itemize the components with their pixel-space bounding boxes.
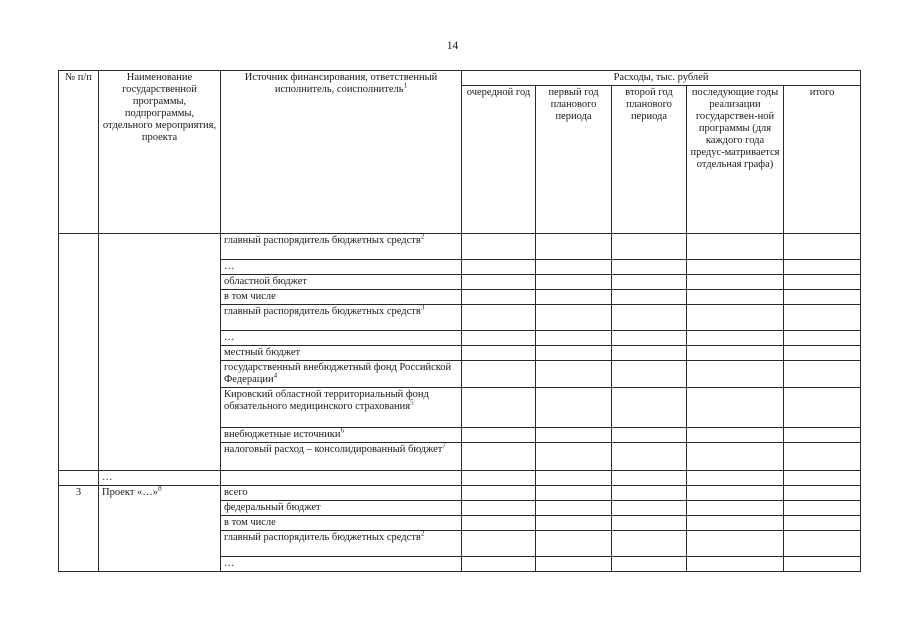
ellipsis-cell: … xyxy=(99,471,221,486)
header-total: итого xyxy=(784,86,861,234)
footnote-mark: 2 xyxy=(420,232,425,241)
value-cell xyxy=(612,501,687,516)
cell xyxy=(536,471,612,486)
value-cell xyxy=(687,388,784,428)
value-cell xyxy=(612,428,687,443)
value-cell xyxy=(536,388,612,428)
footnote-mark: 7 xyxy=(442,441,446,450)
value-cell xyxy=(687,516,784,531)
source-cell xyxy=(221,346,462,361)
cell xyxy=(687,471,784,486)
value-cell xyxy=(687,428,784,443)
value-cell xyxy=(612,557,687,572)
source-text: … xyxy=(224,261,235,272)
value-cell xyxy=(612,290,687,305)
source-text: областной бюджет xyxy=(224,276,307,287)
header-source xyxy=(221,71,462,234)
source-cell xyxy=(221,428,462,443)
source-cell xyxy=(221,443,462,471)
value-cell xyxy=(612,305,687,331)
value-cell xyxy=(462,305,536,331)
value-cell xyxy=(536,290,612,305)
value-cell xyxy=(536,260,612,275)
cell xyxy=(221,471,462,486)
source-cell xyxy=(221,305,462,331)
value-cell xyxy=(784,428,861,443)
value-cell xyxy=(462,531,536,557)
header-source-text: Источник финансирования, ответственный исполнитель, соисполнитель xyxy=(244,72,438,95)
footnote-mark: 8 xyxy=(158,484,162,493)
table-row xyxy=(59,486,861,501)
value-cell xyxy=(687,557,784,572)
source-cell xyxy=(221,388,462,428)
source-text: … xyxy=(224,332,235,343)
financing-table xyxy=(58,70,861,572)
value-cell xyxy=(687,361,784,388)
value-cell xyxy=(536,305,612,331)
value-cell xyxy=(536,428,612,443)
table-row xyxy=(59,471,861,486)
footnote-mark: 4 xyxy=(273,371,278,380)
footnote-mark: 6 xyxy=(340,426,345,435)
value-cell xyxy=(784,516,861,531)
value-cell xyxy=(784,260,861,275)
value-cell xyxy=(612,346,687,361)
value-cell xyxy=(784,531,861,557)
footnote-mark: 5 xyxy=(410,398,414,407)
footnote-mark: 3 xyxy=(420,303,425,312)
value-cell xyxy=(612,275,687,290)
source-text: государственный внебюджетный фонд Российской Федерации xyxy=(224,362,452,385)
value-cell xyxy=(536,501,612,516)
project-name-cell xyxy=(99,486,221,572)
value-cell xyxy=(536,486,612,501)
source-text: налоговый расход – консолидированный бюджет xyxy=(224,444,443,455)
value-cell xyxy=(687,305,784,331)
cell xyxy=(462,471,536,486)
source-text: главный распорядитель бюджетных средств xyxy=(224,235,421,246)
value-cell xyxy=(536,234,612,260)
value-cell xyxy=(612,260,687,275)
value-cell xyxy=(462,516,536,531)
cell xyxy=(612,471,687,486)
source-cell xyxy=(221,486,462,501)
row-number-cell xyxy=(59,234,99,471)
value-cell xyxy=(462,275,536,290)
source-text: всего xyxy=(224,487,248,498)
source-text: Кировский областной территориальный фонд обязательного медицинского страхования xyxy=(224,389,429,412)
group-1-body xyxy=(59,234,861,471)
source-cell xyxy=(221,234,462,260)
value-cell xyxy=(784,361,861,388)
row-name-cell xyxy=(99,234,221,471)
source-text: в том числе xyxy=(224,517,276,528)
cell xyxy=(59,471,99,486)
source-cell xyxy=(221,275,462,290)
value-cell xyxy=(462,260,536,275)
page-number: 14 xyxy=(446,40,459,52)
source-cell xyxy=(221,290,462,305)
value-cell xyxy=(536,275,612,290)
source-cell xyxy=(221,531,462,557)
source-text: местный бюджет xyxy=(224,347,301,358)
table-row xyxy=(59,234,861,260)
footnote-mark: 1 xyxy=(403,81,408,90)
value-cell xyxy=(462,428,536,443)
value-cell xyxy=(784,305,861,331)
value-cell xyxy=(462,290,536,305)
header-second-plan-year: второй год планового периода xyxy=(612,86,687,234)
value-cell xyxy=(784,486,861,501)
value-cell xyxy=(536,443,612,471)
value-cell xyxy=(462,388,536,428)
header-name: Наименование государственной программы, подпрограммы, отдельного мероприятия, проекта xyxy=(99,71,221,234)
row-number-cell: 3 xyxy=(59,486,99,572)
value-cell xyxy=(462,346,536,361)
source-cell xyxy=(221,516,462,531)
value-cell xyxy=(612,361,687,388)
value-cell xyxy=(612,234,687,260)
value-cell xyxy=(784,443,861,471)
value-cell xyxy=(687,290,784,305)
value-cell xyxy=(784,557,861,572)
source-cell xyxy=(221,557,462,572)
source-cell xyxy=(221,331,462,346)
source-text: внебюджетные источники xyxy=(224,429,341,440)
project-name-text: Проект «…» xyxy=(102,487,159,498)
value-cell xyxy=(536,346,612,361)
value-cell xyxy=(536,361,612,388)
value-cell xyxy=(536,531,612,557)
source-cell xyxy=(221,361,462,388)
source-text: главный распорядитель бюджетных средств xyxy=(224,306,421,317)
value-cell xyxy=(612,531,687,557)
value-cell xyxy=(784,290,861,305)
value-cell xyxy=(462,443,536,471)
source-cell xyxy=(221,501,462,516)
value-cell xyxy=(687,443,784,471)
header-current-year: очередной год xyxy=(462,86,536,234)
source-text: … xyxy=(224,558,235,569)
value-cell xyxy=(784,331,861,346)
value-cell xyxy=(612,443,687,471)
source-text: главный распорядитель бюджетных средств xyxy=(224,532,421,543)
value-cell xyxy=(462,557,536,572)
value-cell xyxy=(687,486,784,501)
value-cell xyxy=(612,388,687,428)
source-cell xyxy=(221,260,462,275)
value-cell xyxy=(462,234,536,260)
value-cell xyxy=(462,361,536,388)
value-cell xyxy=(612,486,687,501)
value-cell xyxy=(687,331,784,346)
header-first-plan-year: первый год планового периода xyxy=(536,86,612,234)
source-text: в том числе xyxy=(224,291,276,302)
header-expenses: Расходы, тыс. рублей xyxy=(462,71,861,86)
footnote-mark: 2 xyxy=(420,529,425,538)
value-cell xyxy=(687,501,784,516)
value-cell xyxy=(462,331,536,346)
value-cell xyxy=(687,531,784,557)
value-cell xyxy=(687,260,784,275)
value-cell xyxy=(687,346,784,361)
cell xyxy=(784,471,861,486)
value-cell xyxy=(612,516,687,531)
header-number: № п/п xyxy=(59,71,99,234)
value-cell xyxy=(687,234,784,260)
value-cell xyxy=(462,486,536,501)
source-text: федеральный бюджет xyxy=(224,502,321,513)
value-cell xyxy=(462,501,536,516)
value-cell xyxy=(784,501,861,516)
value-cell xyxy=(612,331,687,346)
value-cell xyxy=(784,346,861,361)
header-following-years: последующие годы реализации государствен-ной программы (для каждого года предус-матривается отдельная графа) xyxy=(687,86,784,234)
value-cell xyxy=(784,275,861,290)
value-cell xyxy=(687,275,784,290)
value-cell xyxy=(536,516,612,531)
value-cell xyxy=(536,331,612,346)
value-cell xyxy=(784,234,861,260)
ellipsis-body xyxy=(59,471,861,486)
value-cell xyxy=(784,388,861,428)
group-3-body xyxy=(59,486,861,572)
value-cell xyxy=(536,557,612,572)
